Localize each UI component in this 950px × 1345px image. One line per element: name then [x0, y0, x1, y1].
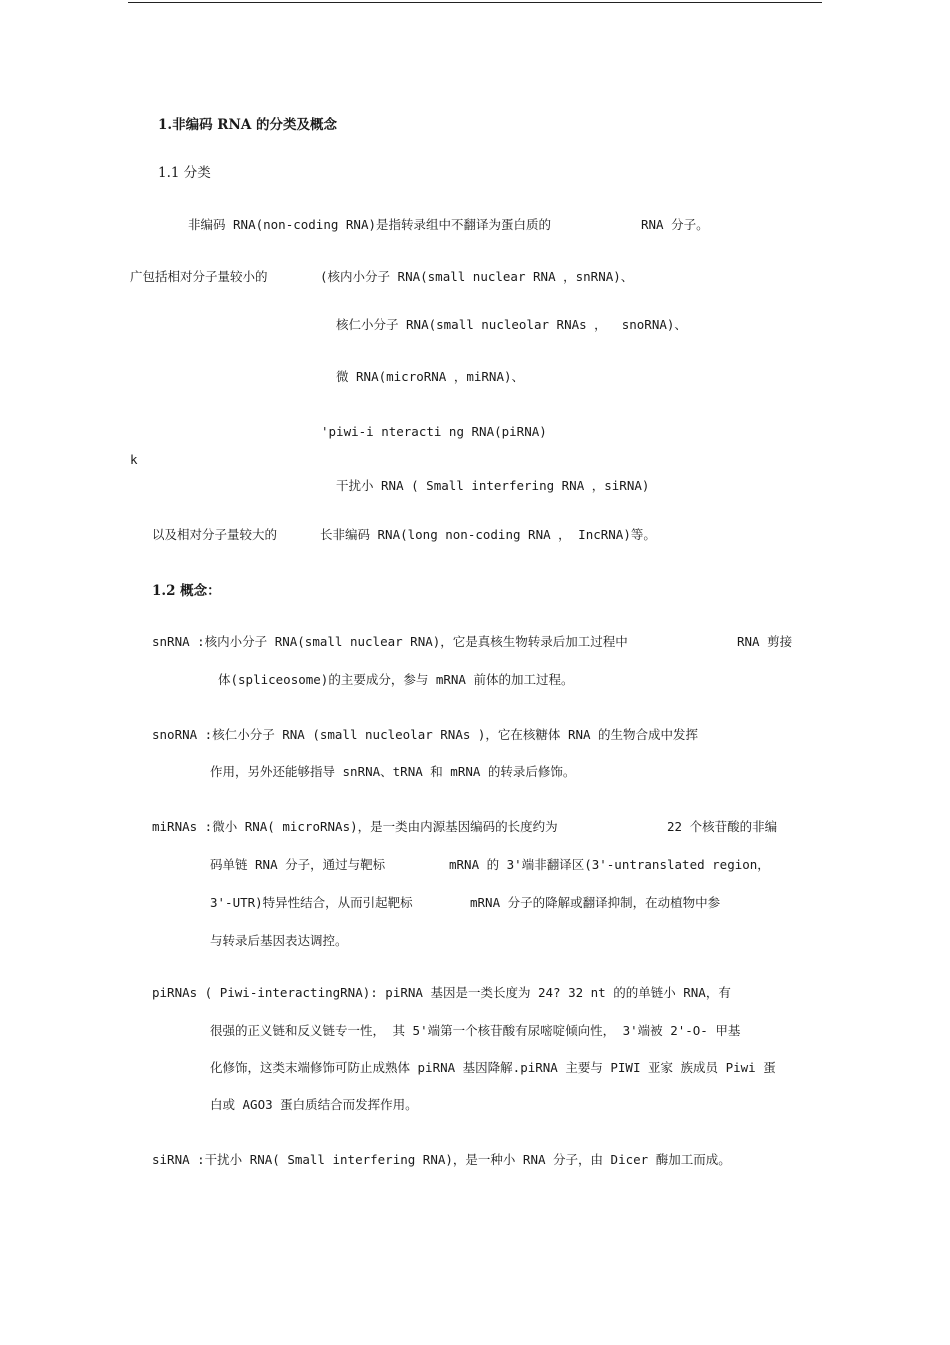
small-ncrna-prefix: 广包括相对分子量较小的: [130, 269, 268, 284]
mirna-concept-line1: miRNAs :微小 RNA( microRNAs)，是一类由内源基因编码的长度约为: [152, 819, 558, 834]
pirna-concept-line3: 化修饰，这类末端修饰可防止成熟体 piRNA 基因降解.piRNA 主要与 PIWI 亚家 族成员 Piwi 蛋: [210, 1060, 776, 1075]
subsection-heading-concepts: 1.2 概念：: [152, 583, 221, 599]
pirna-concept-line2: 很强的正义链和反义链专一性， 其 5'端第一个核苷酸有尿嘧啶倾向性， 3'端被 2'-O- 甲基: [210, 1023, 741, 1038]
snrna-concept-line1: snRNA :核内小分子 RNA(small nuclear RNA)，它是真核生物转录后加工过程中: [152, 634, 628, 649]
mirna-concept-line1-end: 22 个核苷酸的非编: [667, 819, 778, 834]
stray-mark: k: [130, 452, 138, 467]
snorna-concept-line2: 作用，另外还能够指导 snRNA、tRNA 和 mRNA 的转录后修饰。: [210, 764, 576, 779]
snorna-item: 核仁小分子 RNA(small nucleolar RNAs ， snoRNA)、: [336, 317, 687, 332]
pirna-item: 'piwi-i nteracti ng RNA(piRNA): [321, 424, 547, 439]
mirna-concept-line2: 码单链 RNA 分子，通过与靶标: [210, 857, 386, 872]
lncrna-item: 长非编码 RNA(long non-coding RNA ， IncRNA)等。: [320, 527, 656, 542]
large-ncrna-prefix: 以及相对分子量较大的: [152, 527, 278, 542]
snrna-item: (核内小分子 RNA(small nuclear RNA ，snRNA)、: [320, 269, 634, 284]
sirna-concept-line1: siRNA :干扰小 RNA( Small interfering RNA)，是一种小 RNA 分子，由 Dicer 酶加工而成。: [152, 1152, 731, 1167]
mirna-item: 微 RNA(microRNA ，miRNA)、: [336, 369, 525, 384]
mirna-concept-line4: 与转录后基因表达调控。: [210, 933, 348, 948]
sirna-item: 干扰小 RNA ( Small interfering RNA ，siRNA): [336, 478, 650, 493]
mirna-concept-line2-end: mRNA 的 3'端非翻译区(3'-untranslated region，: [449, 857, 770, 872]
pirna-concept-line1: piRNAs ( Piwi-interactingRNA): piRNA 基因是一类长度为 24? 32 nt 的的单链小 RNA，有: [152, 985, 731, 1000]
top-rule: [128, 2, 822, 3]
subsection-heading-classification: 1.1 分类: [158, 165, 211, 181]
pirna-concept-line4: 白或 AGO3 蛋白质结合而发挥作用。: [210, 1097, 418, 1112]
snrna-concept-line1-end: RNA 剪接: [737, 634, 793, 649]
snorna-concept-line1: snoRNA :核仁小分子 RNA (small nucleolar RNAs )，它在核糖体 RNA 的生物合成中发挥: [152, 727, 699, 742]
mirna-concept-line3-end: mRNA 分子的降解或翻译抑制，在动植物中参: [470, 895, 721, 910]
snrna-concept-line2: 体(spliceosome)的主要成分，参与 mRNA 前体的加工过程。: [218, 672, 574, 687]
section-title: 1.非编码 RNA 的分类及概念: [158, 117, 338, 133]
ncrna-definition: 非编码 RNA(non-coding RNA)是指转录组中不翻译为蛋白质的: [188, 217, 552, 232]
mirna-concept-line3: 3'-UTR)特异性结合，从而引起靶标: [210, 895, 413, 910]
ncrna-definition-end: RNA 分子。: [641, 217, 709, 232]
